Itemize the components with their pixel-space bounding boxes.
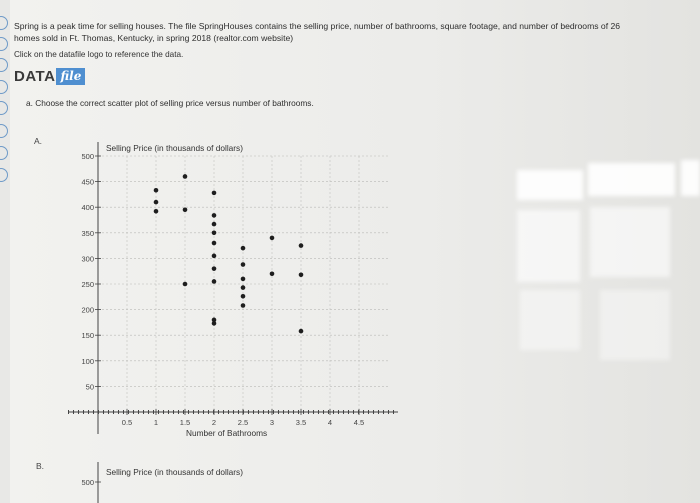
chart-a-x-tick-label: 3.5: [295, 418, 307, 427]
datafile-logo-file: file: [56, 68, 85, 85]
datafile-hint: Click on the datafile logo to reference the data.: [14, 50, 184, 59]
rail-marker-icon[interactable]: [0, 124, 8, 138]
part-a-question: a. Choose the correct scatter plot of selling price versus number of bathrooms.: [26, 98, 314, 108]
chart-a-point: [270, 271, 275, 276]
chart-a-y-tick-label: 450: [81, 177, 94, 187]
chart-a-point: [154, 209, 159, 214]
chart-a-point: [241, 262, 246, 267]
chart-a-x-tick-label: 1: [153, 418, 159, 427]
rail-marker-icon[interactable]: [0, 37, 8, 51]
screen-glare: [590, 207, 670, 277]
chart-a-point: [212, 279, 217, 284]
screen-glare: [520, 290, 580, 350]
chart-a-point: [212, 254, 217, 259]
chart-a-x-axis-title: Number of Bathrooms: [186, 428, 268, 438]
chart-a-point: [299, 329, 304, 334]
question-line-1: Spring is a peak time for selling houses. The file SpringHouses contains the selling price, number of bathrooms, square footage, and number of bedrooms of 26: [14, 21, 621, 31]
chart-a-point: [183, 282, 188, 287]
chart-a-point: [241, 246, 246, 251]
chart-a-point: [183, 174, 188, 179]
rail-marker-icon[interactable]: [0, 168, 8, 182]
chart-a-point: [299, 272, 304, 277]
chart-a-point: [212, 241, 217, 246]
chart-a-point: [241, 277, 246, 282]
chart-a-y-tick-label: 100: [81, 356, 94, 366]
chart-a-point: [241, 285, 246, 290]
chart-a-point: [154, 200, 159, 205]
chart-a-x-tick-label: 0.5: [121, 418, 133, 427]
chart-a-y-tick-label: 400: [81, 203, 94, 213]
screen-glare: [681, 160, 700, 196]
chart-b-y-tick-label: 500: [81, 478, 94, 487]
chart-a-x-tick-label: 1.5: [179, 418, 191, 427]
chart-a-point: [212, 191, 217, 196]
chart-a-point: [212, 266, 217, 271]
chart-a-point: [154, 188, 159, 193]
rail-marker-icon[interactable]: [0, 58, 8, 72]
rail-marker-icon[interactable]: [0, 80, 8, 94]
chart-a-y-tick-label: 200: [81, 305, 94, 315]
chart-a-y-tick-label: 500: [81, 152, 94, 161]
chart-a-point: [241, 294, 246, 299]
chart-a-x-tick-label: 2: [211, 418, 217, 427]
option-a-label[interactable]: A.: [34, 136, 43, 146]
option-b-label[interactable]: B.: [36, 461, 45, 471]
datafile-logo-button[interactable]: [14, 66, 85, 86]
chart-a-x-tick-label: 4: [327, 418, 333, 427]
screen-glare: [517, 170, 583, 200]
chart-a-x-tick-label: 3: [269, 418, 275, 427]
chart-a-x-tick-label: 4.5: [353, 418, 365, 427]
chart-a-point: [212, 321, 217, 326]
rail-marker-icon[interactable]: [0, 146, 8, 160]
chart-a-point: [212, 213, 217, 218]
left-rail: [0, 0, 10, 503]
chart-a-y-tick-label: 350: [81, 228, 94, 238]
chart-a-point: [183, 207, 188, 212]
chart-a-x-tick-label: 2.5: [237, 418, 249, 427]
chart-a-y-tick-label: 250: [81, 280, 94, 289]
chart-b-title: Selling Price (in thousands of dollars): [106, 467, 243, 477]
chart-a-point: [212, 231, 217, 236]
question-line-2: homes sold in Ft. Thomas, Kentucky, in spring 2018 (realtor.com website): [14, 33, 294, 43]
datafile-logo-data: DATA: [14, 67, 56, 85]
screen-glare: [588, 163, 675, 196]
screen-glare: [600, 290, 670, 360]
chart-a-y-tick-label: 300: [81, 254, 94, 264]
rail-marker-icon[interactable]: [0, 101, 8, 115]
screen-glare: [517, 210, 580, 282]
chart-a-point: [270, 236, 275, 241]
chart-a-point: [241, 303, 246, 308]
chart-a-point: [299, 243, 304, 248]
chart-a-title: Selling Price (in thousands of dollars): [106, 143, 243, 153]
chart-a-point: [212, 318, 217, 323]
rail-marker-icon[interactable]: [0, 16, 8, 30]
question-text: [14, 20, 694, 44]
chart-a-y-tick-label: 50: [85, 382, 94, 392]
chart-a-y-tick-label: 150: [81, 331, 94, 341]
chart-a-point: [212, 222, 217, 227]
